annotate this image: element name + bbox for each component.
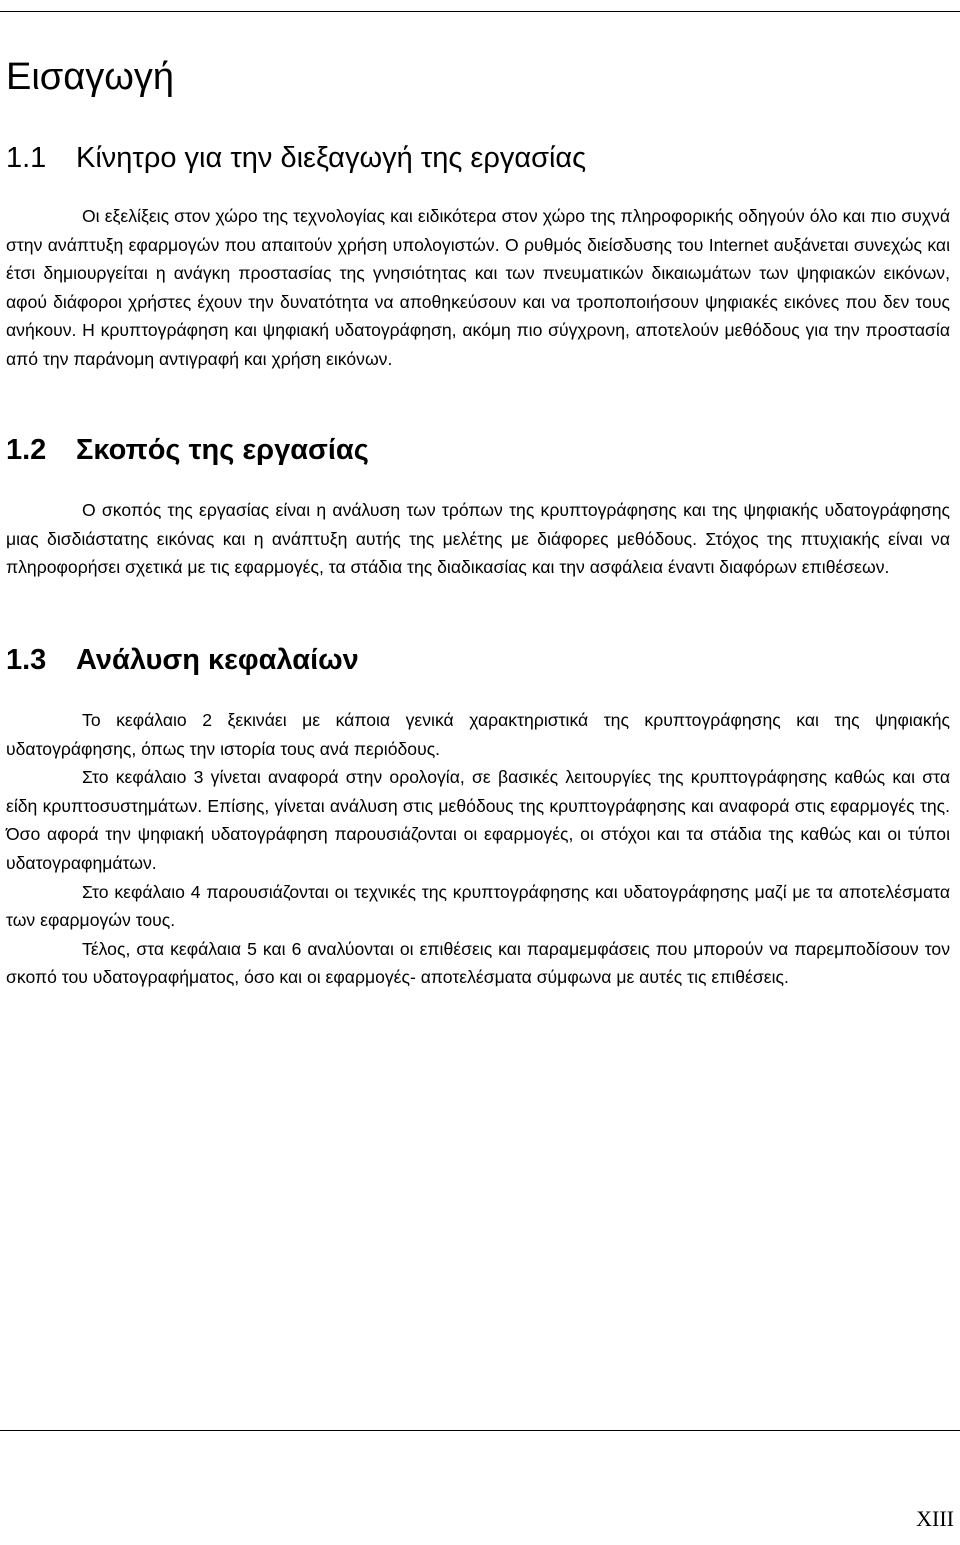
paragraph: Οι εξελίξεις στον χώρο της τεχνολογίας και ειδικότερα στον χώρο της πληροφορικής οδηγούν όλο και πιο συχνά στην ανάπτυξη εφαρμογών που απαιτούν χρήση υπολογιστών. Ο ρυθμός διείσδυσης του Internet αυξάνεται συνεχώς και έτσι δημιουργείται η ανάγκη προστασίας της γνησιότητας και των πνευματικών δικαιωμάτων των ψηφιακών εικόνων, αφού διάφοροι χρήστες έχουν την δυνατότητα να αποθηκεύσουν και να τροποποιήσουν ψηφιακές εικόνες που δεν τους ανήκουν. Η κρυπτογράφηση και ψηφιακή υδατογράφηση, ακόμη πιο σύγχρονη, αποτελούν μεθόδους για την προστασία από την παράνομη αντιγραφή και χρήση εικόνων. — [6, 206, 950, 369]
section-title: Ανάλυση κεφαλαίων — [76, 644, 359, 676]
section-number: 1.3 — [6, 644, 47, 676]
page-number: XIII — [916, 1506, 954, 1531]
section-title: Σκοπός της εργασίας — [76, 434, 369, 466]
paragraph: Στο κεφάλαιο 3 γίνεται αναφορά στην ορολογία, σε βασικές λειτουργίες της κρυπτογράφησης καθώς και στα είδη κρυπτοσυστημάτων. Επίσης, γίνεται ανάλυση στις μεθόδους της κρυπτογράφησης και αναφορά στις εφαρμογές της. Όσο αφορά την ψηφιακή υδατογράφηση παρουσιάζονται οι εφαρμογές, οι στόχοι και τα στάδια της καθώς και οι τύποι υδατογραφημάτων. — [6, 767, 950, 873]
footer-rule — [0, 1430, 960, 1431]
paragraph: Το κεφάλαιο 2 ξεκινάει με κάποια γενικά χαρακτηριστικά της κρυπτογράφησης και της ψηφιακής υδατογράφησης, όπως την ιστορία τους ανά περιόδους. — [6, 710, 950, 759]
section-chapter-analysis — [0, 632, 955, 992]
section-purpose — [0, 422, 955, 582]
section-body — [0, 706, 955, 992]
paragraph: Ο σκοπός της εργασίας είναι η ανάλυση των τρόπων της κρυπτογράφησης και της ψηφιακής υδατογράφησης μιας δισδιάστατης εικόνας και η ανάπτυξη αυτής της μελέτης με διάφορες μεθόδους. Στόχος της πτυχιακής είναι να πληροφορήσει σχετικά με τις εφαρμογές, τα στάδια της διαδικασίας και την ασφάλεια έναντι διαφόρων επιθέσεων. — [6, 500, 950, 578]
header-rule — [0, 11, 960, 12]
section-body — [0, 496, 955, 582]
paragraph: Στο κεφάλαιο 4 παρουσιάζονται οι τεχνικές της κρυπτογράφησης και υδατογράφησης μαζί με τα αποτελέσματα των εφαρμογών τους. — [6, 881, 950, 931]
section-title: Κίνητρο για την διεξαγωγή της εργασίας — [76, 142, 587, 174]
section-heading — [0, 422, 955, 478]
section-heading — [0, 632, 955, 688]
section-body — [0, 202, 955, 374]
section-number: 1.1 — [6, 142, 47, 174]
section-number: 1.2 — [6, 434, 47, 466]
chapter-title: Εισαγωγή — [6, 56, 175, 98]
section-motivation — [0, 130, 955, 374]
section-heading — [0, 130, 955, 186]
paragraph: Τέλος, στα κεφάλαια 5 και 6 αναλύονται οι επιθέσεις και παραμεμφάσεις που μπορούν να παρεμποδίσουν τον σκοπό του υδατογραφήματος, όσο και οι εφαρμογές- αποτελέσματα σύμφωνα με αυτές τις επιθέσεις. — [6, 938, 950, 988]
